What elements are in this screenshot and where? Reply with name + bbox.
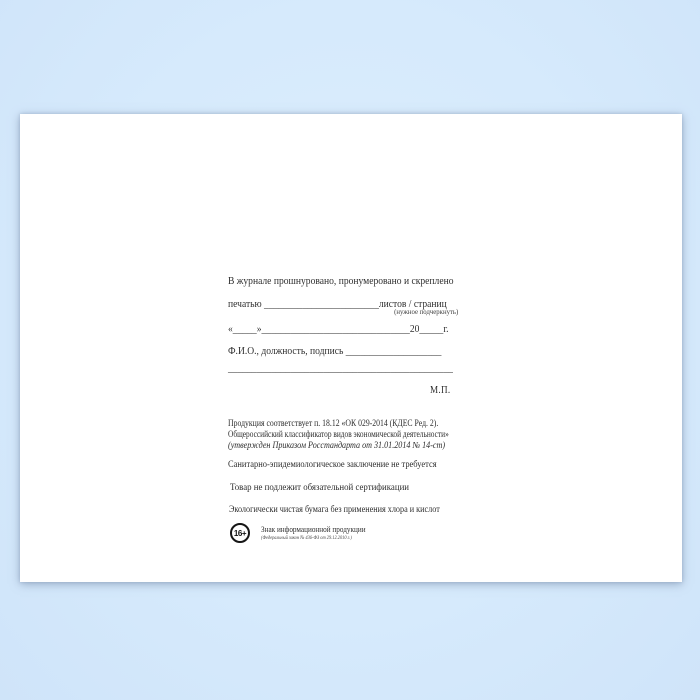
date-row — [228, 324, 449, 335]
signer-fill-line: ____________________ — [345, 345, 442, 357]
okved-classifier-line: Общероссийский классификатор видов экономической деятельности» — [228, 429, 449, 439]
information-product-mark-label: Знак информационной продукции — [261, 525, 366, 534]
seal-label: печатью — [228, 298, 265, 310]
okved-compliance-line: Продукция соответствует п. 18.12 «ОК 029-2014 (КДЕС Ред. 2). — [228, 418, 439, 428]
sheets-pages-label: листов / страниц — [378, 298, 447, 310]
federal-law-note: (Федеральный закон № 436-ФЗ от 29.12.2010 г.) — [261, 535, 352, 541]
binding-statement: В журнале прошнуровано, пронумеровано и скреплено — [228, 275, 454, 287]
signature-extra-line: _______________________________________________ — [228, 362, 453, 374]
okved-approval-line: (утвержден Приказом Росстандарта от 31.01.2014 № 14-ст) — [228, 440, 446, 450]
date-open-quote: « — [228, 323, 233, 335]
ecology-statement: Экологически чистая бумага без применения хлора и кислот — [229, 505, 440, 515]
seal-place-abbr: М.П. — [429, 385, 450, 396]
age-rating-16plus-badge-icon: 16+ — [230, 523, 250, 543]
date-century-prefix: 20 — [409, 323, 420, 335]
date-year-suffix: г. — [443, 323, 449, 335]
date-close-quote: » — [256, 323, 262, 335]
journal-back-page — [20, 114, 682, 582]
sanitary-statement: Санитарно-эпидемиологическое заключение не требуется — [228, 460, 437, 470]
seal-fill-line: ________________________ — [264, 298, 379, 310]
certification-statement: Товар не подлежит обязательной сертификации — [230, 483, 410, 493]
signer-row — [228, 346, 441, 357]
underline-instruction-note: (нужное подчеркнуть) — [393, 307, 458, 316]
signer-label: Ф.И.О., должность, подпись — [228, 345, 346, 357]
date-year-fill-line: _____ — [419, 323, 444, 335]
date-day-fill-line: _____ — [232, 323, 257, 335]
date-month-fill-line: _______________________________ — [261, 323, 410, 335]
